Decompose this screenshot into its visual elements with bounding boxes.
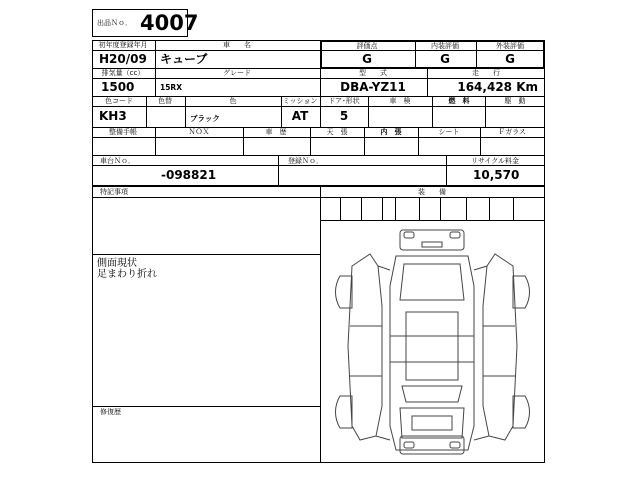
car-damage-diagram xyxy=(330,226,535,458)
side-condition-title: 側面現状 xyxy=(97,258,137,269)
equipment-grid xyxy=(320,197,545,223)
first-registration-label: 初年度登録年月 xyxy=(98,41,148,49)
mileage-label: 走 行 xyxy=(472,69,500,77)
color-code: KH3 xyxy=(99,109,127,123)
car-name: キューブ xyxy=(160,52,208,66)
color-label: 色 xyxy=(229,97,237,105)
registration-number-label: 登録Ｎｏ． xyxy=(288,157,323,165)
equipment-label: 装 備 xyxy=(418,188,446,196)
color-change-label: 色替 xyxy=(158,97,172,105)
history-label: 車 歴 xyxy=(265,128,287,136)
grade: 15RX xyxy=(160,83,182,92)
transmission-label: ミッション xyxy=(282,97,318,105)
repair-history-label: 修復歴 xyxy=(100,408,121,416)
displacement: 1500 xyxy=(101,80,135,94)
chassis-number-label: 車台Ｎｏ． xyxy=(100,157,135,165)
car-name-label: 車 名 xyxy=(223,41,251,49)
displacement-label: 排気量（cc） xyxy=(101,69,145,77)
first-registration: H20/09 xyxy=(99,52,147,66)
model-code: DBA-YZ11 xyxy=(340,80,406,94)
doors: 5 xyxy=(339,109,349,123)
score-label: 評価点 xyxy=(356,42,378,50)
score: G xyxy=(362,52,372,66)
interior-trim-label: 内 張 xyxy=(380,128,402,136)
interior-grade: G xyxy=(440,52,450,66)
special-notes-label: 特記事項 xyxy=(100,188,128,196)
recycle-fee-label: リサイクル料金 xyxy=(470,157,520,165)
lot-number-label: 出品Ｎｏ． xyxy=(97,19,132,27)
service-records-label: 整備手帳 xyxy=(109,128,137,136)
side-condition-text: 足まわり折れ xyxy=(97,269,157,280)
nox-label: ＮＯＸ xyxy=(188,128,210,136)
recycle-fee: 10,570 xyxy=(473,168,520,182)
mileage: 164,428 Km xyxy=(457,80,538,94)
model-label: 型 式 xyxy=(359,69,387,77)
color: ブラック xyxy=(190,114,220,123)
exterior-grade-label: 外装評価 xyxy=(496,42,524,50)
exterior-grade: G xyxy=(505,52,515,66)
doors-label: ドア･形状 xyxy=(328,97,360,105)
seat-label: シート xyxy=(438,128,460,136)
color-code-label: 色コード xyxy=(105,97,133,105)
drive-label: 駆 動 xyxy=(504,97,526,105)
interior-grade-label: 内装評価 xyxy=(431,42,459,50)
windshield-label: Ｆガラス xyxy=(498,128,526,136)
fuel-label: 燃 料 xyxy=(448,97,470,105)
grade-label: グレード xyxy=(223,69,251,77)
inspection-label: 車 検 xyxy=(389,97,411,105)
headliner-label: 天 張 xyxy=(326,128,348,136)
chassis-number: -098821 xyxy=(161,168,217,182)
transmission: AT xyxy=(291,109,309,123)
lot-number: 4007 xyxy=(140,11,199,35)
